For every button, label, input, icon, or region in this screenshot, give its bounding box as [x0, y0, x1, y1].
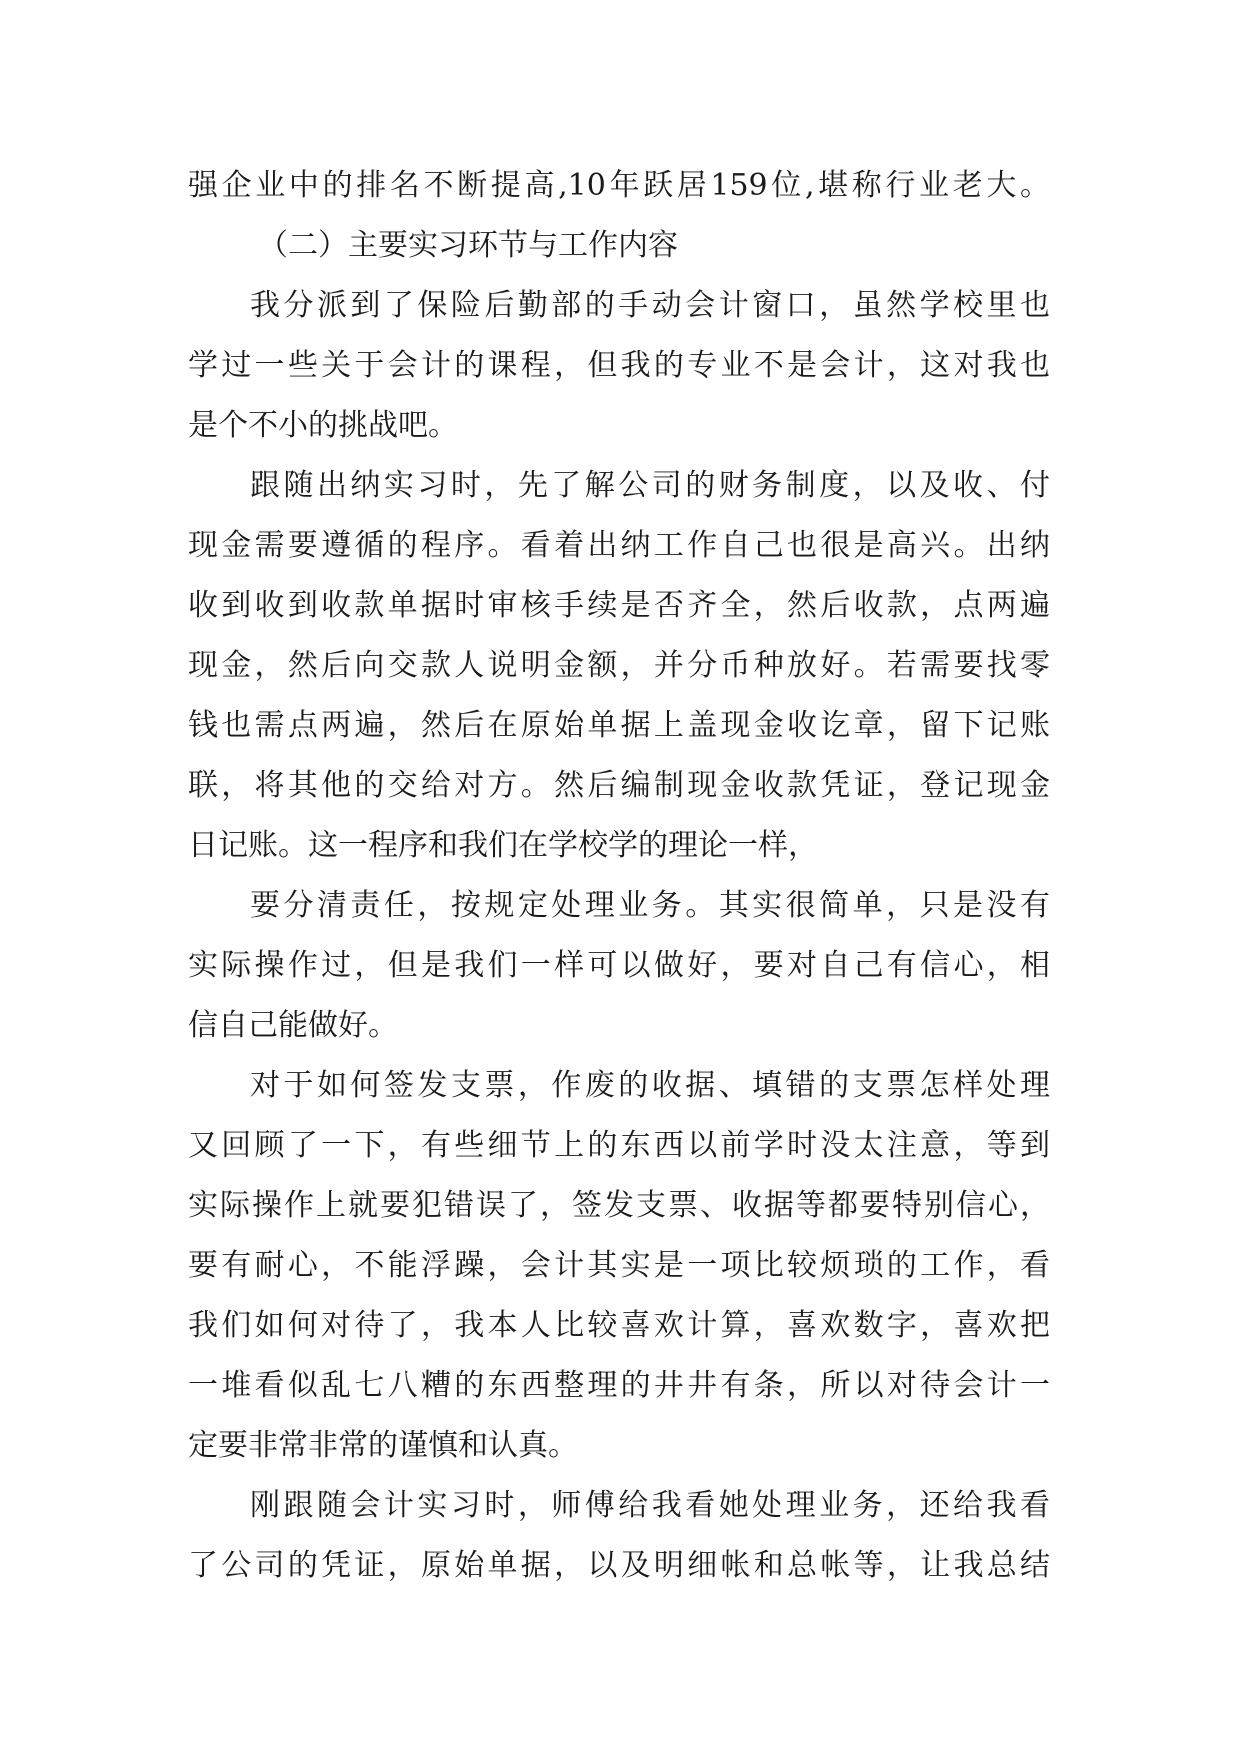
- text-line: 学过一些关于会计的课程，但我的专业不是会计，这对我也: [188, 348, 1050, 383]
- text-line: 跟随出纳实习时，先了解公司的财务制度，以及收、付: [250, 468, 1050, 503]
- text-line: 我们如何对待了，我本人比较喜欢计算，喜欢数字，喜欢把: [188, 1308, 1050, 1343]
- text-line: 要分清责任，按规定处理业务。其实很简单，只是没有: [250, 888, 1050, 923]
- text-line: 钱也需点两遍，然后在原始单据上盖现金收讫章，留下记账: [188, 708, 1050, 743]
- text-line: 是个不小的挑战吧。: [188, 408, 458, 443]
- text-line: 实际操作上就要犯错误了，签发支票、收据等都要特别信心，: [188, 1188, 1050, 1223]
- text-line: 要有耐心，不能浮躁，会计其实是一项比较烦琐的工作，看: [188, 1248, 1050, 1283]
- section-heading: （二）主要实习环节与工作内容: [258, 228, 678, 263]
- text-line: 了公司的凭证，原始单据，以及明细帐和总帐等，让我总结: [188, 1548, 1050, 1583]
- text-line: 收到收到收款单据时审核手续是否齐全，然后收款，点两遍: [188, 588, 1050, 623]
- text-line: 刚跟随会计实习时，师傅给我看她处理业务，还给我看: [250, 1488, 1050, 1523]
- text-line: 定要非常非常的谨慎和认真。: [188, 1428, 578, 1463]
- text-line: 强企业中的排名不断提高,10年跃居159位,堪称行业老大。: [188, 168, 1050, 203]
- text-line: 又回顾了一下，有些细节上的东西以前学时没太注意，等到: [188, 1128, 1050, 1163]
- text-line: 实际操作过，但是我们一样可以做好，要对自己有信心，相: [188, 948, 1050, 983]
- text-line: 日记账。这一程序和我们在学校学的理论一样，: [188, 828, 818, 863]
- text-line: 对于如何签发支票，作废的收据、填错的支票怎样处理: [250, 1068, 1050, 1103]
- text-line: 一堆看似乱七八糟的东西整理的井井有条，所以对待会计一: [188, 1368, 1050, 1403]
- text-line: 我分派到了保险后勤部的手动会计窗口，虽然学校里也: [250, 288, 1050, 323]
- text-line: 现金需要遵循的程序。看着出纳工作自己也很是高兴。出纳: [188, 528, 1050, 563]
- text-line: 现金，然后向交款人说明金额，并分币种放好。若需要找零: [188, 648, 1050, 683]
- text-line: 联，将其他的交给对方。然后编制现金收款凭证，登记现金: [188, 768, 1050, 803]
- text-line: 信自己能做好。: [188, 1008, 398, 1043]
